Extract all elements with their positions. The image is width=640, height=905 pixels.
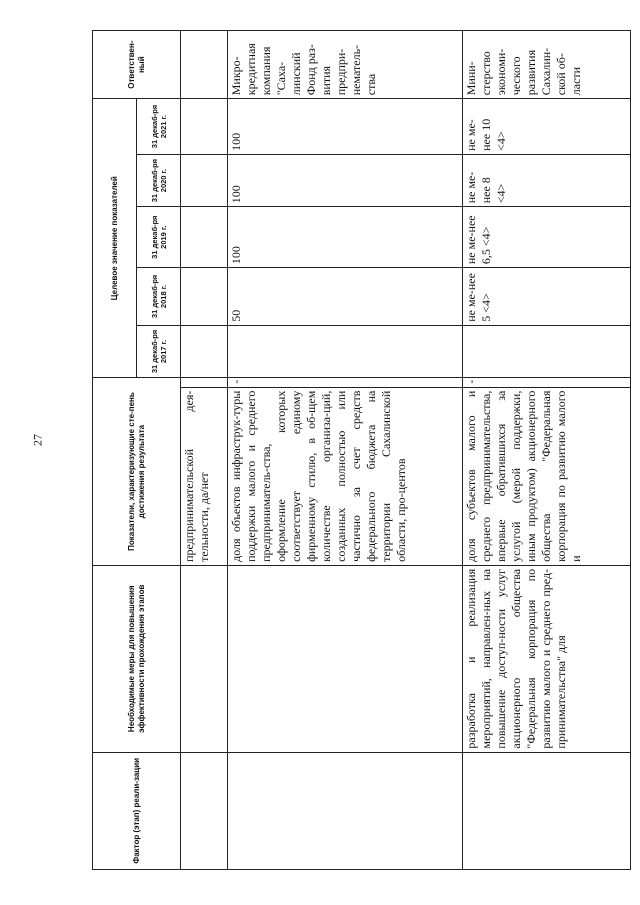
header-measures: Необходимые меры для повышения эффективности прохождения этапов: [93, 565, 181, 752]
cell-responsible: Микро-кредитная компания "Саха-линский Фонд раз-вития предпри-нематель-ства: [228, 31, 463, 99]
header-year: 31 декаб-ря 2021 г.: [137, 99, 181, 155]
cell-dash: -: [463, 378, 631, 387]
cell-value-2020: не ме-нее 8 <4>: [463, 154, 631, 206]
cell-value-2021: не ме-нее 10 <4>: [463, 99, 631, 155]
cell-value-2018: [181, 268, 228, 326]
cell-factor: [463, 752, 631, 869]
target-indicators-table: [92, 30, 631, 870]
table-row: [181, 31, 228, 870]
header-indicator: Показатели, характеризующие сте-пень достижения результата: [93, 378, 181, 566]
header-row: [93, 31, 137, 870]
cell-factor: [181, 752, 228, 869]
header-year: 31 декаб-ря 2019 г.: [137, 207, 181, 268]
rotated-table-container: [92, 30, 630, 870]
cell-responsible: Мини-стерство экономи-ческого развития Сахалин-ской об-ласти: [463, 31, 631, 99]
cell-measures: разработка и реализация мероприятий, направлен-ных на повышение доступ-ности услуг акционерного общества "Федеральная корпорация по развитию малого и среднего пред-принимательства" для: [463, 565, 631, 752]
table-row: [463, 31, 631, 870]
cell-value-2020: [181, 154, 228, 206]
cell-responsible: [181, 31, 228, 99]
cell-value-2021: 100: [228, 99, 463, 155]
cell-value-2018: 50: [228, 268, 463, 326]
cell-value-2017: [463, 325, 631, 377]
header-year: 31 декаб-ря 2018 г.: [137, 268, 181, 326]
cell-value-2020: 100: [228, 154, 463, 206]
cell-value-2021: [181, 99, 228, 155]
header-target-values: Целевое значение показателей: [93, 99, 137, 378]
page-number: 27: [30, 434, 45, 446]
cell-dash: -: [228, 378, 463, 387]
table-row: [228, 31, 463, 870]
header-factor: Фактор (этап) реали-зации: [93, 752, 181, 869]
cell-value-2017: [228, 325, 463, 377]
header-responsible: Ответствен-ный: [93, 31, 181, 99]
cell-value-2018: не ме-нее 5 <4>: [463, 268, 631, 326]
cell-value-2019: не ме-нее 6,5 <4>: [463, 207, 631, 268]
cell-indicator: доля субъектов малого и среднего предпринимательства, впервые обратившихся за услугой (мерой поддержки, иным продуктом) акционерного общества "Федеральная корпорация по развитию малого и: [463, 387, 631, 565]
cell-indicator: доля объектов инфраструк-туры поддержки малого и среднего предприниматель-ства, оформление которых соответствует единому фирменному стилю, в об-щем количестве организа-ций, созданных полностью или частично за счет средств федерального бюджета на территории Сахалинской области, про-центов: [228, 387, 463, 565]
cell-value-2019: 100: [228, 207, 463, 268]
cell-factor: [228, 752, 463, 869]
header-year: 31 декаб-ря 2017 г.: [137, 325, 181, 377]
cell-measures: [181, 565, 228, 752]
cell-indicator: предпринимательской дея-тельности, да/нет: [181, 387, 228, 565]
cell-dash: [181, 378, 228, 387]
cell-value-2017: [181, 325, 228, 377]
header-year: 31 декаб-ря 2020 г.: [137, 154, 181, 206]
cell-measures: [228, 565, 463, 752]
cell-value-2019: [181, 207, 228, 268]
